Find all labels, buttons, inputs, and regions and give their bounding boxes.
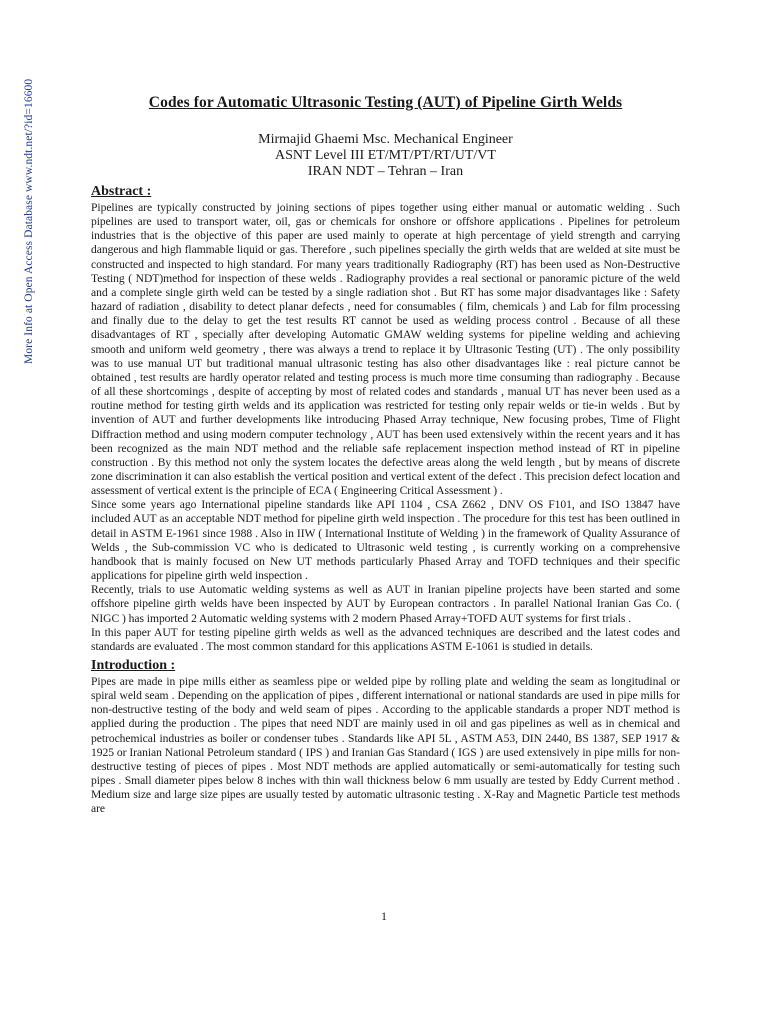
- abstract-paragraph: In this paper AUT for testing pipeline girth welds as well as the advanced techniques are described and the latest codes and standards are evaluated . The most common standard for this applications ASTM E-1061 is studied in details.: [91, 625, 680, 653]
- abstract-paragraph: Since some years ago International pipeline standards like API 1104 , CSA Z662 , DNV OS F101, and ISO 13847 have included AUT as an acceptable NDT method for pipeline girth weld inspection . The procedure for this test has been outlined in detail in ASTM E-1961 since 1988 . Also in IIW ( International Institute of Welding ) in the framework of Quality Assurance of Welds , the Sub-commission VC who is dedicated to Ultrasonic weld testing , is currently working on a comprehensive handbook that is mainly focused on New UT methods particularly Phased Array and TOFD techniques and their specific applications for pipeline girth weld inspection .: [91, 498, 680, 583]
- introduction-section: [91, 658, 680, 817]
- author-affiliation-line: IRAN NDT – Tehran – Iran: [307, 164, 464, 179]
- document-page: [91, 94, 680, 817]
- paper-title: Codes for Automatic Ultrasonic Testing (AUT) of Pipeline Girth Welds: [148, 94, 623, 111]
- introduction-heading: Introduction :: [91, 658, 176, 673]
- abstract-heading: Abstract :: [91, 184, 152, 199]
- author-block: [91, 132, 680, 180]
- abstract-section: [91, 184, 680, 654]
- introduction-paragraph: Pipes are made in pipe mills either as seamless pipe or welded pipe by rolling plate and welding the seam as longitudinal or spiral weld seam . Depending on the application of pipes , different international or national standards are used in pipe mills for non-destructive testing of the body and weld seam of pipes . According to the applicable standards a proper NDT method is applied during the production . The pipes that need NDT are mainly used in oil and gas pipelines as well as in chemical and petrochemical industries as boiler or condenser tubes . Standards like API 5L , ASTM A53, DIN 2440, BS 1387, SEP 1917 & 1925 or Iranian National Petroleum standard ( IPS ) and Iranian Gas Standard ( IGS ) are used extensively in pipe mills for non-destructive testing of pieces of pipes . Most NDT methods are applied automatically or semi-automatically for testing such pipes . Small diameter pipes below 8 inches with thin wall thickness below 6 mm usually are tested by Eddy Current method . Medium size and large size pipes are usually tested by automatic ultrasonic testing . X-Ray and Magnetic Particle test methods are: [91, 675, 680, 816]
- open-access-database-link[interactable]: More Info at Open Access Database www.ndt.net/?id=16600: [23, 78, 35, 364]
- abstract-paragraph: Pipelines are typically constructed by joining sections of pipes together using either manual or automatic welding . Such pipelines are used to transport water, oil, gas or chemicals for onshore or offshore applications . Pipelines for petroleum industries that is the objective of this paper are used mainly to operate at high percentage of yield strength and carrying dangerous and high flammable liquid or gas. Therefore , such pipelines specially the girth welds that are welded at site must be constructed and inspected to high standard. For many years traditionally Radiography (RT) has been used as Non-Destructive Testing ( NDT)method for inspection of these welds . Radiography provides a real sectional or panoramic picture of the weld and a complete single girth weld can be tested by a single radiation shot . But RT has some major disadvantages like : Safety hazard of radiation , disability to detect planar defects , need for consumables ( film, chemicals ) and Lab for film processing and finally due to the delay to get the test results RT cannot be used as welding process control . Because of all these disadvantages of RT , specially after developing Automatic GMAW welding systems for pipeline welding and achieving smooth and uniform weld geometry , there was always a trend to replace it by Ultrasonic Testing (UT) . The only possibility was to use manual UT but traditional manual ultrasonic testing has also other disadvantages like : real picture cannot be obtained , test results are hardly operator related and testing process is much more time consuming than radiography . Because of all these shortcomings , despite of accepting by most of related codes and standards , manual UT has never been used as a routine method for testing girth welds and its application was restricted for testing only repair welds or tie-in welds . But by invention of AUT and further developments like introducing Phased Array technique, New focusing probes, Time of Flight Diffraction method and using modern computer technology , AUT has been used extensively within the recent years and it has been recognized as the main NDT method and the reliable safe replacement inspection method instead of RT in pipeline construction . By this method not only the system locates the defective areas along the weld length , but by means of discrete zone discrimination it can also establish the vertical position and vertical extent of the defect . This precision defect location and assessment of vertical extent is the principle of ECA ( Engineering Critical Assessment ) .: [91, 201, 680, 498]
- abstract-paragraph: Recently, trials to use Automatic welding systems as well as AUT in Iranian pipeline projects have been started and some offshore pipeline girth welds have been inspected by AUT by European contractors . In parallel National Iranian Gas Co. ( NIGC ) has imported 2 Automatic welding systems with 2 modern Phased Array+TOFD AUT systems for first trials .: [91, 583, 680, 625]
- page-number: 1: [381, 909, 387, 923]
- author-name-line: Mirmajid Ghaemi Msc. Mechanical Engineer: [258, 132, 513, 147]
- author-certification-line: ASNT Level III ET/MT/PT/RT/UT/VT: [275, 148, 496, 163]
